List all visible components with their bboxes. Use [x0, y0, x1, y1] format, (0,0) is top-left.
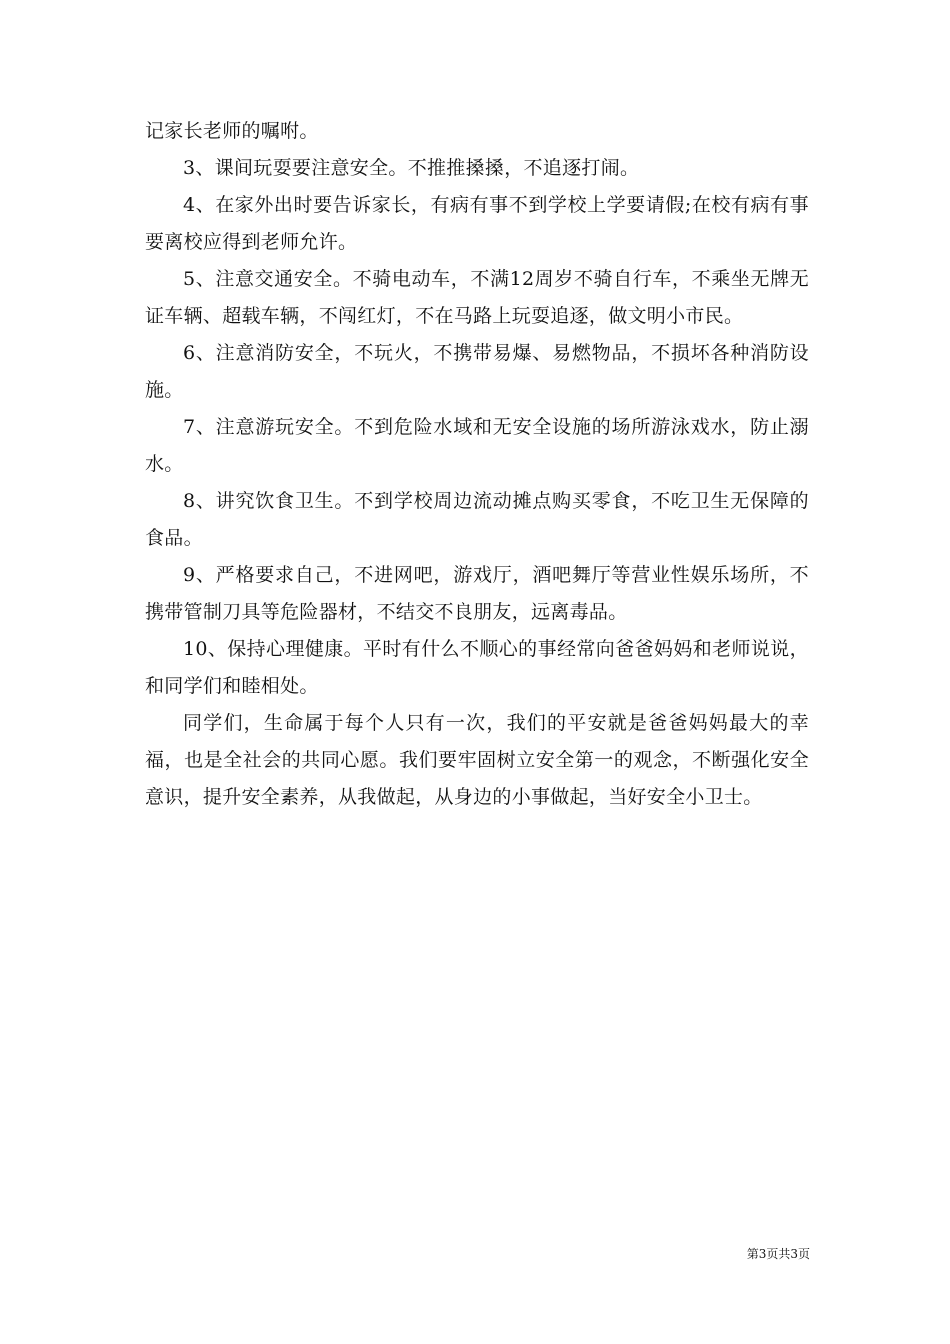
- paragraph-item-8: 8、讲究饮食卫生。不到学校周边流动摊点购买零食，不吃卫生无保障的食品。: [145, 490, 809, 549]
- paragraph-continuation: 记家长老师的嘱咐。: [145, 120, 319, 142]
- document-body: [145, 113, 809, 816]
- paragraph-item-4: 4、在家外出时要告诉家长，有病有事不到学校上学要请假;在校有病有事要离校应得到老师允许。: [145, 194, 809, 253]
- paragraph-item-3: 3、课间玩耍要注意安全。不推推搡搡，不追逐打闹。: [183, 157, 640, 179]
- paragraph-item-10: 10、保持心理健康。平时有什么不顺心的事经常向爸爸妈妈和老师说说，和同学们和睦相处。: [145, 638, 809, 697]
- page-number: 第3页共3页: [746, 1247, 810, 1261]
- paragraph-closing: 同学们，生命属于每个人只有一次，我们的平安就是爸爸妈妈最大的幸福，也是全社会的共同心愿。我们要牢固树立安全第一的观念，不断强化安全意识，提升安全素养，从我做起，从身边的小事做起，当好安全小卫士。: [145, 712, 809, 808]
- paragraph-item-6: 6、注意消防安全，不玩火，不携带易爆、易燃物品，不损坏各种消防设施。: [145, 342, 809, 401]
- paragraph-item-5: 5、注意交通安全。不骑电动车，不满12周岁不骑自行车，不乘坐无牌无证车辆、超载车辆，不闯红灯，不在马路上玩耍追逐，做文明小市民。: [145, 268, 809, 327]
- paragraph-item-7: 7、注意游玩安全。不到危险水域和无安全设施的场所游泳戏水，防止溺水。: [145, 416, 809, 475]
- paragraph-item-9: 9、严格要求自己，不进网吧，游戏厅，酒吧舞厅等营业性娱乐场所，不携带管制刀具等危险器材，不结交不良朋友，远离毒品。: [145, 564, 809, 623]
